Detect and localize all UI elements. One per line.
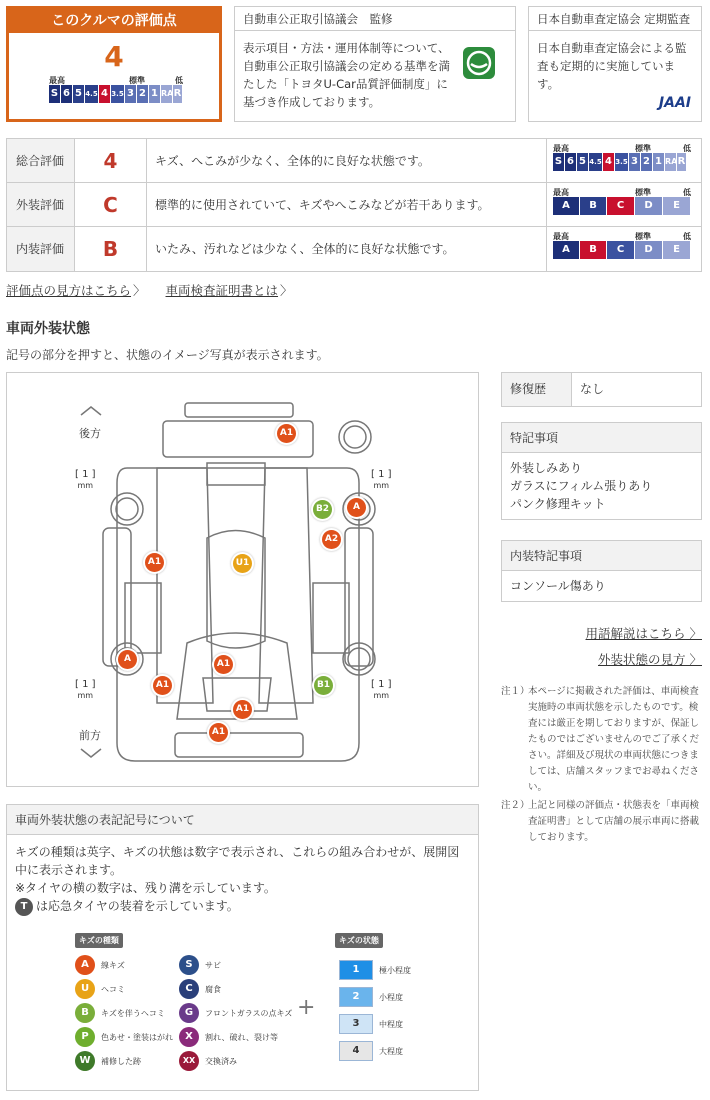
damage-marker[interactable]: A (118, 650, 137, 669)
eval-label: 内装評価 (7, 227, 75, 271)
damage-type-icon: XX (179, 1051, 199, 1071)
damage-type-icon: W (75, 1051, 95, 1071)
scale-cell: D (635, 197, 663, 215)
types-tag: キズの種類 (75, 933, 123, 948)
scale-cell: 1 (149, 85, 161, 103)
scale-cell: C (607, 241, 635, 259)
damage-type-icon: X (179, 1027, 199, 1047)
front-label: 前方 (79, 729, 101, 742)
special-item: 外装しみあり (510, 461, 583, 475)
legend-line3: は応急タイヤの装着を示しています。 (36, 899, 239, 913)
spare-tire-icon: T (15, 898, 33, 916)
legend-line1: キズの種類は英字、キズの状態は数字で表示され、これらの組み合わせが、展開図中に表示されます。 (15, 845, 460, 877)
scale-cell: 3 (629, 153, 641, 171)
damage-type (179, 1051, 237, 1071)
scale-cell: 4.5 (85, 85, 99, 103)
scale-standard: 標準 (635, 144, 651, 153)
scale-standard: 標準 (635, 188, 651, 197)
fair-trade-title: 自動車公正取引協議会 監修 (235, 7, 515, 31)
evaluation-row (7, 183, 701, 227)
interior-title: 内装特記事項 (502, 541, 701, 571)
scale-standard: 標準 (635, 232, 651, 241)
damage-type-label: 補修した跡 (101, 1056, 141, 1066)
scale-cell: S (49, 85, 61, 103)
damage-type-label: ヘコミ (101, 984, 125, 994)
scale-cell: 4 (99, 85, 111, 103)
damage-level-label: 中程度 (379, 1019, 403, 1029)
special-item: ガラスにフィルム張りあり (510, 479, 653, 493)
damage-level-box: 1 (339, 960, 373, 980)
scale-high: 最高 (553, 188, 569, 197)
damage-type-icon: P (75, 1027, 95, 1047)
scale-cell: A (553, 241, 580, 259)
scale-cell: 3 (125, 85, 137, 103)
damage-type-label: 腐食 (205, 984, 221, 994)
scale-high: 最高 (553, 232, 569, 241)
eval-desc: 標準的に使用されていて、キズやへこみなどが若干あります。 (147, 183, 547, 226)
fair-trade-logo-icon (463, 47, 495, 79)
scale-cell: 2 (137, 85, 149, 103)
damage-type-icon: A (75, 955, 95, 975)
damage-level (339, 1041, 403, 1061)
footnote (501, 684, 705, 796)
damage-type-label: サビ (205, 960, 221, 970)
damage-type-icon: G (179, 1003, 199, 1023)
eval-value: B (75, 227, 147, 271)
evaluation-row (7, 139, 701, 183)
scale-cell: E (663, 197, 691, 215)
footnote-text: 本ページに掲載された評価は、車両検査実施時の車両状態を示したものです。検査には厳正を期しておりますが、保証したものではございませんのでご了承ください。詳細及び現状の車両状態につきましては、店舗スタッフまでお尋ねください。 (528, 686, 700, 793)
scale-cell: RA (161, 85, 173, 103)
special-notes (501, 422, 702, 520)
scale-low: 低 (683, 188, 691, 197)
tread-rear-right: [ 1 ] mm (371, 469, 392, 490)
footnote-number: 注２） (501, 800, 530, 811)
damage-marker[interactable]: B1 (314, 676, 333, 695)
car-outline (7, 373, 478, 786)
damage-level-box: 2 (339, 987, 373, 1007)
eval-scale (553, 153, 695, 171)
damage-type (179, 979, 221, 999)
jaai-logo: JAAI (658, 95, 691, 111)
jaai-box (528, 6, 702, 122)
scale-cell: 1 (653, 153, 665, 171)
damage-marker[interactable]: A1 (209, 723, 228, 742)
score-card-title: このクルマの評価点 (9, 9, 219, 33)
eval-value: C (75, 183, 147, 226)
symbol-legend (6, 804, 479, 1091)
scale-cell: 5 (577, 153, 589, 171)
damage-type (75, 1027, 173, 1047)
overall-score: 4 (104, 40, 124, 73)
eval-desc: いたみ、汚れなどは少なく、全体的に良好な状態です。 (147, 227, 547, 271)
eval-label: 外装評価 (7, 183, 75, 226)
damage-level (339, 1014, 403, 1034)
certificate-link[interactable]: 車両検査証明書とは (165, 283, 279, 298)
special-items (502, 453, 701, 519)
damage-marker[interactable]: U1 (233, 554, 252, 573)
tread-front-left: [ 1 ] mm (75, 679, 96, 700)
plus-sign: + (297, 995, 316, 1020)
damage-type-label: 色あせ・塗装はがれ (101, 1032, 173, 1042)
damage-marker[interactable]: A (347, 498, 366, 517)
special-item: パンク修理キット (510, 497, 606, 511)
damage-marker[interactable]: A1 (233, 700, 252, 719)
damage-type-icon: S (179, 955, 199, 975)
fair-trade-text: 表示項目・方法・運用体制等について、自動車公正取引協議会の定める基準を満たした「トヨタU-Car品質評価制度」に基づき作成しております。 (243, 41, 450, 109)
damage-level-label: 大程度 (379, 1046, 403, 1056)
scale-cell: RA (665, 153, 677, 171)
damage-marker[interactable]: B2 (313, 500, 332, 519)
evaluation-table (6, 138, 702, 272)
damage-level-label: 小程度 (379, 992, 403, 1002)
interior-notes (501, 540, 702, 602)
help-links: 評価点の見方はこちら 〉 車両検査証明書とは 〉 (6, 283, 293, 298)
damage-type-label: フロントガラスの点キズ (205, 1008, 293, 1018)
scale-standard: 標準 (129, 76, 145, 85)
damage-type-icon: C (179, 979, 199, 999)
damage-marker[interactable]: A2 (322, 530, 341, 549)
legend-title: 車両外装状態の表記記号について (7, 805, 478, 835)
eval-label: 総合評価 (7, 139, 75, 182)
damage-level-box: 4 (339, 1041, 373, 1061)
damage-marker[interactable]: A1 (277, 424, 296, 443)
score-guide-link[interactable]: 評価点の見方はこちら (6, 283, 132, 298)
damage-type-icon: B (75, 1003, 95, 1023)
damage-type-label: 交換済み (205, 1056, 237, 1066)
damage-type (179, 955, 221, 975)
tread-rear-left: [ 1 ] mm (75, 469, 96, 490)
terms-link[interactable]: 用語解説はこちら 〉 (585, 626, 702, 641)
evaluation-row (7, 227, 701, 271)
legend-line2: ※タイヤの横の数字は、残り溝を示しています。 (15, 881, 276, 895)
scale-cell: 6 (565, 153, 577, 171)
scale-cell: 4 (603, 153, 615, 171)
special-title: 特記事項 (502, 423, 701, 453)
damage-level (339, 960, 411, 980)
scale-cell: R (677, 153, 687, 171)
damage-level-label: 極小程度 (379, 965, 411, 975)
scale-cell: B (580, 197, 607, 215)
scale-cell: 2 (641, 153, 653, 171)
jaai-title: 日本自動車査定協会 定期監査 (529, 7, 701, 31)
eval-desc: キズ、へこみが少なく、全体的に良好な状態です。 (147, 139, 547, 182)
score-card (6, 6, 222, 122)
damage-type (179, 1003, 292, 1023)
damage-type-label: 割れ、破れ、裂け等 (205, 1032, 278, 1042)
footnote-number: 注１） (501, 686, 530, 697)
scale-cell: R (173, 85, 183, 103)
damage-type (75, 955, 125, 975)
damage-type (75, 979, 125, 999)
right-links (501, 624, 702, 676)
repair-history (501, 372, 702, 407)
fair-trade-box (234, 6, 516, 122)
footnotes (501, 684, 705, 848)
interior-item: コンソール傷あり (510, 579, 606, 593)
section-note: 記号の部分を押すと、状態のイメージ写真が表示されます。 (6, 348, 329, 362)
exterior-guide-link[interactable]: 外装状態の見方 〉 (598, 652, 702, 667)
scale-cell: C (607, 197, 635, 215)
damage-type-label: キズを伴うヘコミ (101, 1008, 165, 1018)
scale-cell: S (553, 153, 565, 171)
eval-scale (553, 197, 695, 215)
repair-value: なし (580, 382, 605, 396)
scale-cell: B (580, 241, 607, 259)
car-diagram (6, 372, 479, 787)
damage-marker[interactable]: A1 (145, 553, 164, 572)
scale-low: 低 (683, 144, 691, 153)
scale-cell: 4.5 (589, 153, 603, 171)
scale-cell: D (635, 241, 663, 259)
scale-high: 最高 (49, 76, 65, 85)
scale-cell: 3.5 (615, 153, 629, 171)
damage-marker[interactable]: A1 (153, 676, 172, 695)
scale-low: 低 (175, 76, 183, 85)
damage-type (179, 1027, 278, 1047)
section-title: 車両外装状態 (6, 321, 90, 337)
damage-type (75, 1003, 165, 1023)
footnote-text: 上記と同様の評価点・状態表を「車両検査証明書」として店舗の展示車両に搭載しております。 (528, 800, 700, 843)
scale-cell: E (663, 241, 691, 259)
scale-cell: 6 (61, 85, 73, 103)
scale-high: 最高 (553, 144, 569, 153)
interior-items (502, 571, 701, 601)
damage-marker[interactable]: A1 (214, 655, 233, 674)
rear-label: 後方 (79, 427, 101, 440)
levels-tag: キズの状態 (335, 933, 383, 948)
repair-label: 修復歴 (502, 373, 572, 406)
scale-cell: 5 (73, 85, 85, 103)
damage-type-label: 線キズ (101, 960, 125, 970)
damage-level (339, 987, 403, 1007)
tread-front-right: [ 1 ] mm (371, 679, 392, 700)
jaai-text: 日本自動車査定協会による監査も定期的に実施しています。 (537, 41, 687, 91)
score-scale (49, 85, 219, 103)
damage-type (75, 1051, 141, 1071)
scale-low: 低 (683, 232, 691, 241)
footnote (501, 798, 705, 846)
damage-level-box: 3 (339, 1014, 373, 1034)
scale-cell: 3.5 (111, 85, 125, 103)
damage-type-icon: U (75, 979, 95, 999)
eval-scale (553, 241, 695, 259)
scale-cell: A (553, 197, 580, 215)
eval-value: 4 (75, 139, 147, 182)
